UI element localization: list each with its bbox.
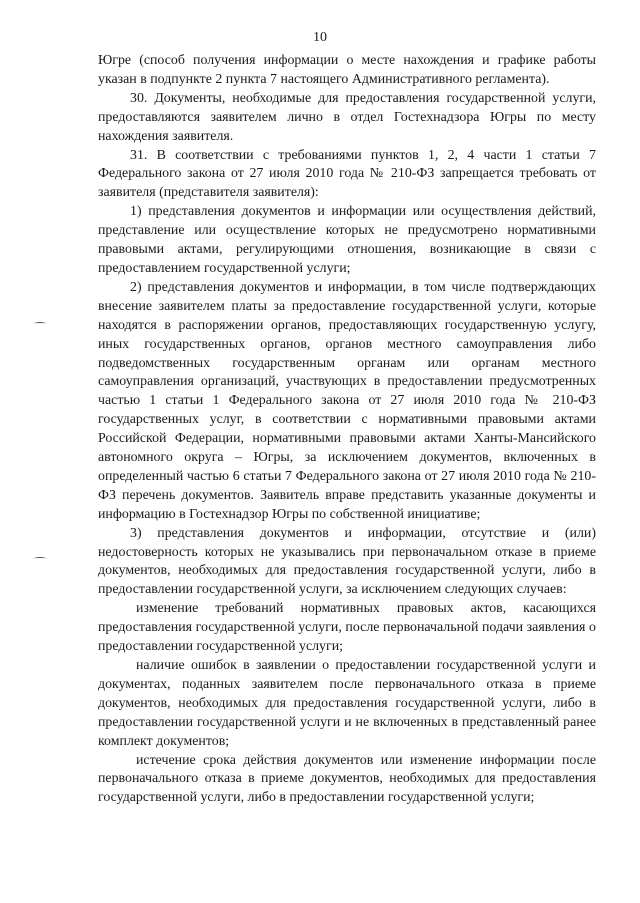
margin-mark xyxy=(34,322,46,325)
subitem-2: 2) представления документов и информации, в том числе подтверждающих внесение заявителем платы за предоставление государственной услуги, которые находятся в распоряжении органов, предоставляющих государственную услугу, иных государственных органов, органов местного самоуправления либо подведомственных государственным органам или органам местного самоуправления организаций, участвующих в предоставлении предусмотренных частью 1 статьи 1 Федерального закона от 27 июля 2010 года № 210-ФЗ государственных услуг, в соответствии с нормативными правовыми актами Российской Федерации, нормативными правовыми актами Ханты-Мансийского автономного округа – Югры, за исключением документов, включенных в определенный частью 6 статьи 7 Федерального закона от 27 июля 2010 года № 210-ФЗ перечень документов. Заявитель вправе представить указанные документы и информацию в Гостехнадзор Югры по собственной инициативе; xyxy=(98,279,596,522)
subitem-3: 3) представления документов и информации, отсутствие и (или) недостоверность которых не указывались при первоначальном отказе в приеме документов, необходимых для предоставления государственной услуги, либо в предоставлении государственной услуги, за исключением следующих случаев: xyxy=(98,525,596,598)
exception-case-3: истечение срока действия документов или изменение информации после первоначального отказа в приеме документов, необходимых для предоставления государственной услуги, либо в предоставлении государственной услуги; xyxy=(98,752,596,806)
page-number: 10 xyxy=(313,30,327,45)
exception-case-1: изменение требований нормативных правовых актов, касающихся предоставления государственной услуги, после первоначальной подачи заявления о предоставлении государственной услуги; xyxy=(98,601,596,655)
exception-case-2: наличие ошибок в заявлении о предоставлении государственной услуги и документах, поданных заявителем после первоначального отказа в приеме документов, необходимых для предоставления государственной услуги, либо в предоставлении государственной услуги и не включенных в представленный ранее комплект документов; xyxy=(98,658,596,749)
paragraph-item-31: 31. В соответствии с требованиями пунктов 1, 2, 4 части 1 статьи 7 Федерального закона от 27 июля 2010 года № 210-ФЗ запрещается требовать от заявителя (представителя заявителя): xyxy=(98,147,596,201)
paragraph-continuation: Югре (способ получения информации о месте нахождения и графике работы указан в подпункте 2 пункта 7 настоящего Административного регламента). xyxy=(98,53,596,87)
paragraph-item-30: 30. Документы, необходимые для предоставления государственной услуги, предоставляются заявителем лично в отдел Гостехнадзора Югры по месту нахождения заявителя. xyxy=(98,90,596,144)
document-body xyxy=(98,52,596,808)
margin-mark xyxy=(34,557,46,560)
subitem-1: 1) представления документов и информации или осуществления действий, представление или осуществление которых не предусмотрено нормативными правовыми актами, регулирующими отношения, возникающие в связи с предоставлением государственной услуги; xyxy=(98,204,596,276)
